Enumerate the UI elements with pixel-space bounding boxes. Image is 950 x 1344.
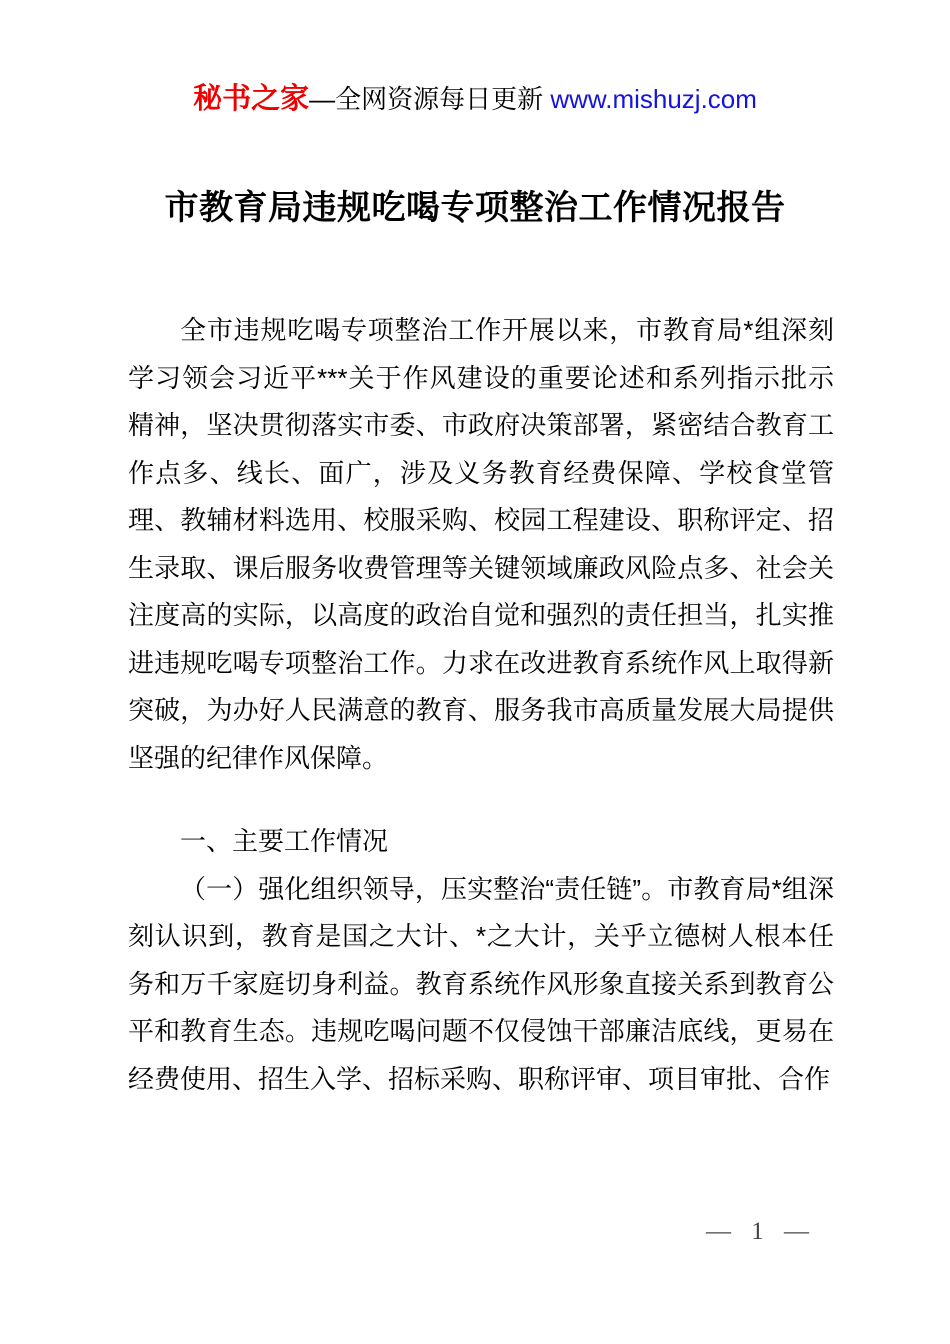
document-body xyxy=(128,307,834,1103)
section-heading-main-work: 一、主要工作情况 xyxy=(180,826,389,856)
site-url: www.mishuzj.com xyxy=(550,84,757,114)
paragraph-intro: 全市违规吃喝专项整治工作开展以来，市教育局*组深刻学习领会习近平***关于作风建设的重要论述和系列指示批示精神，坚决贯彻落实市委、市政府决策部署，紧密结合教育工作点多、线长、面广，涉及义务教育经费保障、学校食堂管理、教辅材料选用、校服采购、校园工程建设、职称评定、招生录取、课后服务收费管理等关键领域廉政风险点多、社会关注度高的实际，以高度的政治自觉和强烈的责任担当，扎实推进违规吃喝专项整治工作。力求在改进教育系统作风上取得新突破，为办好人民满意的教育、服务我市高质量发展大局提供坚强的纪律作风保障。 xyxy=(128,315,834,773)
site-tagline: —全网资源每日更新 xyxy=(309,84,551,114)
document-title: 市教育局违规吃喝专项整治工作情况报告 xyxy=(164,189,786,227)
site-header xyxy=(0,82,950,116)
site-brand-text: 秘书之家 xyxy=(193,83,310,115)
page-number: — 1 — xyxy=(706,1218,810,1245)
paragraph-section-1: （一）强化组织领导，压实整治“责任链”。市教育局*组深刻认识到，教育是国之大计、*之大计，关乎立德树人根本任务和万千家庭切身利益。教育系统作风形象直接关系到教育公平和教育生态。违规吃喝问题不仅侵蚀干部廉洁底线，更易在经费使用、招生入学、招标采购、职称评审、项目审批、合作 xyxy=(128,873,834,1094)
